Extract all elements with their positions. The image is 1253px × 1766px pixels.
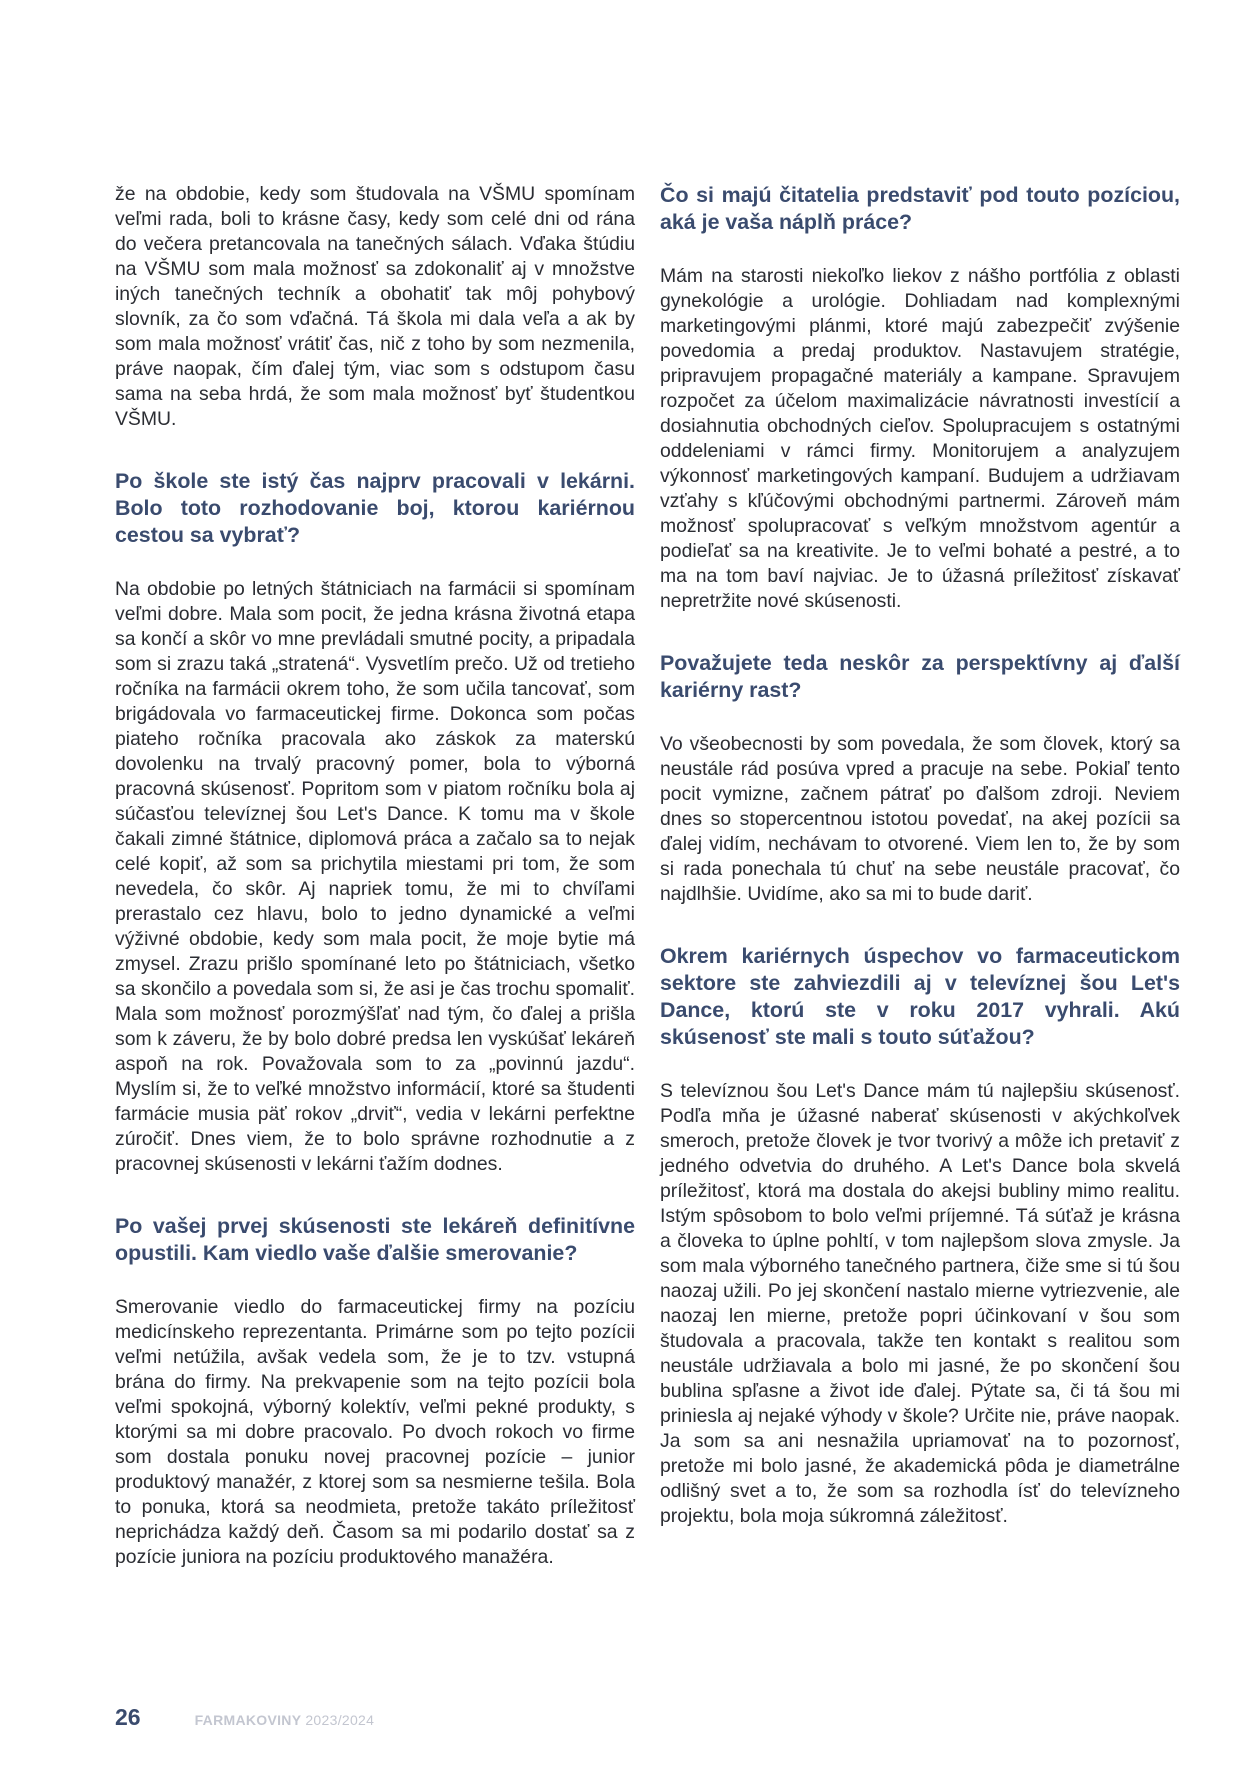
left-column [115,182,635,1570]
page-number: 26 [115,1704,141,1730]
interview-question: Po škole ste istý čas najprv pracovali v lekárni. Bolo toto rozhodovanie boj, ktorou kariérnou cestou sa vybrať? [115,469,635,547]
interview-question: Po vašej prvej skúsenosti ste lekáreň definitívne opustili. Kam viedlo vaše ďalšie smerovanie? [115,1214,635,1265]
article-paragraph: že na obdobie, kedy som študovala na VŠMU spomínam veľmi rada, boli to krásne časy, kedy som celé dni od rána do večera pretancovala na tanečných sálach. Vďaka štúdiu na VŠMU som mala možnosť sa zdokonaliť aj v množstve iných tanečných techník a obohatiť tak môj pohybový slovník, za čo som vďačná. Tá škola mi dala veľa a ak by som mala možnosť vrátiť čas, nič z toho by som nezmenila, práve naopak, čím ďalej tým, viac som s odstupom času sama na seba hrdá, že som mala možnosť byť študentkou VŠMU. [115,183,635,430]
page-footer [115,1704,374,1731]
article-paragraph: S televíznou šou Let's Dance mám tú najlepšiu skúsenosť. Podľa mňa je úžasné naberať skúsenosti v akýchkoľvek smeroch, pretože človek je tvor tvorivý a môže ich pretaviť z jedného odvetvia do druhého. A Let's Dance bola skvelá príležitosť, ktorá ma dostala do akejsi bubliny mimo realitu. Istým spôsobom to bolo veľmi príjemné. Tá súťaž je krásna a človeka to úplne pohltí, v tom najlepšom slova zmysle. Ja som mala výborného tanečného partnera, čiže sme si tú šou naozaj užili. Po jej skončení nastalo mierne vytriezvenie, ale naozaj len mierne, pretože popri účinkovaní v šou som študovala a pracovala, takže ten kontakt s realitou som neustále udržiavala a bolo mi jasné, že po skončení šou bublina spľasne a život ide ďalej. Pýtate sa, či tá šou mi priniesla aj nejaké výhody v škole? Určite nie, práve naopak. Ja som sa ani nesnažila upriamovať na to pozornosť, pretože mi bolo jasné, že akademická pôda je diametrálne odlišný svet a to, že som sa rozhodla ísť do televízneho projektu, bola moja súkromná záležitosť. [660,1080,1180,1527]
article-paragraph: Mám na starosti niekoľko liekov z nášho portfólia z oblasti gynekológie a urológie. Dohliadam nad komplexnými marketingovými plánmi, ktoré majú zabezpečiť zvýšenie povedomia a predaj produktov. Nastavujem stratégie, pripravujem propagačné materiály a kampane. Spravujem rozpočet za účelom maximalizácie návratnosti investícií a dosiahnutia obchodných cieľov. Spolupracujem s ostatnými oddeleniami v rámci firmy. Monitorujem a analyzujem výkonnosť marketingových kampaní. Budujem a udržiavam vzťahy s kľúčovými obchodnými partnermi. Zároveň mám možnosť spolupracovať s veľkým množstvom agentúr a podieľať sa na kreativite. Je to veľmi bohaté a pestré, a to ma na tom baví najviac. Je to úžasná príležitosť získavať nepretržite nové skúsenosti. [660,265,1180,612]
article-paragraph: Smerovanie viedlo do farmaceutickej firmy na pozíciu medicínskeho reprezentanta. Primárne som po tejto pozícii veľmi netúžila, avšak vedela som, že je to tzv. vstupná brána do firmy. Na prekvapenie som na tejto pozícii bola veľmi spokojná, výborný kolektív, veľmi pekné produkty, s ktorými sa mi dobre pracovalo. Po dvoch rokoch vo firme som dostala ponuku novej pracovnej pozície – junior produktový manažér, z ktorej som sa nesmierne tešila. Bola to ponuka, ktorá sa neodmieta, pretože takáto príležitosť neprichádza každý deň. Časom sa mi podarilo dostať sa z pozície juniora na pozíciu produktového manažéra. [115,1296,635,1568]
magazine-year: 2023/2024 [305,1712,375,1728]
interview-question: Čo si majú čitatelia predstaviť pod touto pozíciou, aká je vaša náplň práce? [660,183,1180,234]
interview-question: Považujete teda neskôr za perspektívny aj ďalší kariérny rast? [660,651,1180,702]
interview-question: Okrem kariérnych úspechov vo farmaceutickom sektore ste zahviezdili aj v televíznej šou Let's Dance, ktorú ste v roku 2017 vyhrali. Akú skúsenosť ste mali s touto súťažou? [660,944,1180,1049]
article-paragraph: Na obdobie po letných štátniciach na farmácii si spomínam veľmi dobre. Mala som pocit, že jedna krásna životná etapa sa končí a skôr vo mne prevládali smutné pocity, a pripadala som si zrazu taká „stratená“. Vysvetlím prečo. Už od tretieho ročníka na farmácii okrem toho, že som učila tancovať, som brigádovala vo farmaceutickej firme. Dokonca som počas piateho ročníka pracovala ako záskok za materskú dovolenku na trvalý pracovný pomer, bola to výborná pracovná skúsenosť. Popritom som v piatom ročníku bola aj súčasťou televíznej šou Let's Dance. K tomu ma v škole čakali zimné štátnice, diplomová práca a začalo sa to nejak celé kopiť, až som sa prichytila miestami pri tom, že som nevedela, čo skôr. Aj napriek tomu, že mi to chvíľami prerastalo cez hlavu, bolo to jedno dynamické a veľmi výživné obdobie, kedy som mala pocit, že moje bytie má zmysel. Zrazu prišlo spomínané leto po štátniciach, všetko sa skončilo a povedala som si, že asi je čas trochu spomaliť. Mala som možnosť porozmýšľať nad tým, čo ďalej a prišla som k záveru, že by bolo dobré predsa len vyskúšať lekáreň aspoň na rok. Považovala som to za „povinnú jazdu“. Myslím si, že to veľké množstvo informácií, ktoré sa študenti farmácie musia päť rokov „drviť“, vedia v lekárni perfektne zúročiť. Dnes viem, že to bolo správne rozhodnutie a z pracovnej skúsenosti v lekárni ťažím dodnes. [115,578,635,1175]
article-paragraph: Vo všeobecnosti by som povedala, že som človek, ktorý sa neustále rád posúva vpred a pracuje na sebe. Pokiaľ tento pocit vymizne, začnem pátrať po ďalšom zdroji. Neviem dnes so stopercentnou istotou povedať, na akej pozícii sa ďalej vidím, nechávam to otvorené. Viem len to, že by som si rada ponechala tú chuť na sebe neustále pracovať, čo najdlhšie. Uvidíme, ako sa mi to bude dariť. [660,733,1180,905]
right-column [660,182,1180,1529]
magazine-name: FARMAKOVINY [194,1712,302,1728]
